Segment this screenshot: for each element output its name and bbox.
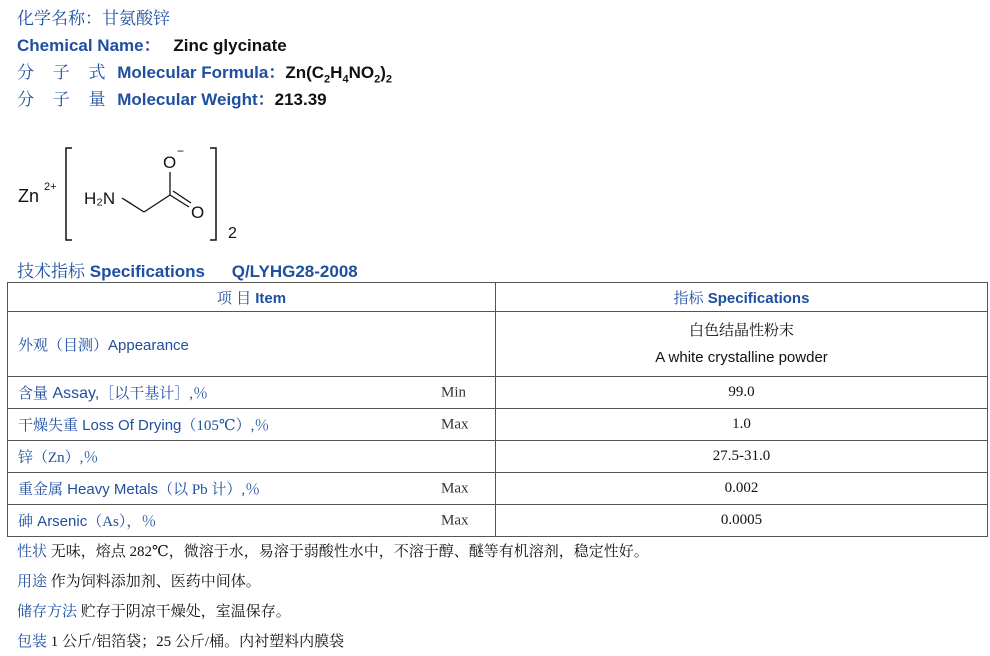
spec-title-en: Specifications [89,262,205,281]
table-row [8,377,988,409]
oxygen-top: O [163,153,177,172]
row-item: 重金属 Heavy Metals（以 Pb 计）,％ Max [8,473,496,505]
weight-cn-label: 分 子 量 [17,90,113,109]
note-text: 作为饲料添加剂、医药中间体。 [47,574,261,590]
row-limit: Max [441,512,469,528]
row-value: 1.0 [496,409,988,441]
row-value: 0.0005 [496,505,988,537]
bond-c-c [144,195,170,212]
specifications-table [7,282,988,537]
note-key: 储存方法 [17,603,78,620]
appearance-value [496,312,988,377]
formula-value: $Zn(C_2H_4NO_2)_2$ [285,63,392,86]
structural-formula [14,140,254,250]
appearance-item-label: 外观（目测）Appearance [18,336,189,354]
chemical-name-cn-label: 化学名称： [17,9,102,28]
bracket-subscript: 2 [228,225,237,242]
spec-title-cn: 技术指标 [17,262,85,281]
note-storage [17,600,291,621]
chemical-name-en-line [17,31,287,56]
oxygen-charge: − [177,144,185,158]
table-row [8,441,988,473]
row-value: 0.002 [496,473,988,505]
zn-charge: 2+ [44,181,57,193]
note-key: 包装 [17,633,48,650]
appearance-value-cn: 白色结晶性粉末 [688,322,794,339]
note-packaging [17,630,344,651]
weight-value: 213.39 [274,90,327,109]
chemical-name-en-label: Chemical Name： [17,36,161,55]
table-row-appearance [8,312,988,377]
table-row [8,409,988,441]
chemical-name-cn-value: 甘氨酸锌 [102,9,170,28]
header-spec [496,283,988,312]
row-item: 含量 Assay,［以干基计］,％ Min [8,377,496,409]
bond-n-c [122,198,144,212]
note-text: 贮存于阴凉干燥处，室温保存。 [77,604,291,620]
header-spec-cn: 指标 [673,289,704,307]
row-item: 砷 Arsenic（As），％ Max [8,505,496,537]
chemical-name-cn-line [17,4,170,29]
oxygen-bottom: O [191,203,205,222]
table-row [8,505,988,537]
note-key: 用途 [17,573,48,590]
bond-c-o-double-b [173,191,191,203]
table-row [8,473,988,505]
note-usage [17,570,261,591]
spec-title [17,257,358,282]
row-value: 99.0 [496,377,988,409]
formula-en-label: Molecular Formula： [117,63,286,82]
right-bracket [210,148,216,240]
amine-label: H₂N [84,189,116,208]
bond-c-o-double-a [170,195,189,207]
note-text: 1 公斤/铝箔袋；25 公斤/桶。内衬塑料内膜袋 [47,634,345,650]
note-properties [17,540,649,561]
note-text: 无味，熔点 282℃，微溶于水，易溶于弱酸性水中，不溶于醇、醚等有机溶剂，稳定性好。 [47,544,649,560]
row-limit: Min [441,384,467,400]
spec-standard: Q/LYHG28-2008 [231,262,358,281]
row-item: 锌（Zn）,％ [8,441,496,473]
header-item [8,283,496,312]
molecular-formula-line [17,58,392,85]
formula-cn-label: 分 子 式 [17,63,113,82]
table-header-row [8,283,988,312]
appearance-value-en: A white crystalline powder [655,349,828,366]
row-item: 干燥失重 Loss Of Drying（105℃）,％ Max [8,409,496,441]
row-value: 27.5-31.0 [496,441,988,473]
chemical-name-en-value: Zinc glycinate [173,36,287,55]
left-bracket [66,148,72,240]
row-limit: Max [441,416,469,432]
molecular-weight-line [17,85,327,110]
note-key: 性状 [17,543,48,560]
header-spec-en: Specifications [707,289,810,307]
appearance-item [8,312,496,377]
weight-en-label: Molecular Weight： [117,90,275,109]
header-item-en: Item [255,289,287,307]
header-item-cn: 项 目 [216,289,252,307]
zn-label: Zn [18,186,40,206]
row-limit: Max [441,480,469,496]
